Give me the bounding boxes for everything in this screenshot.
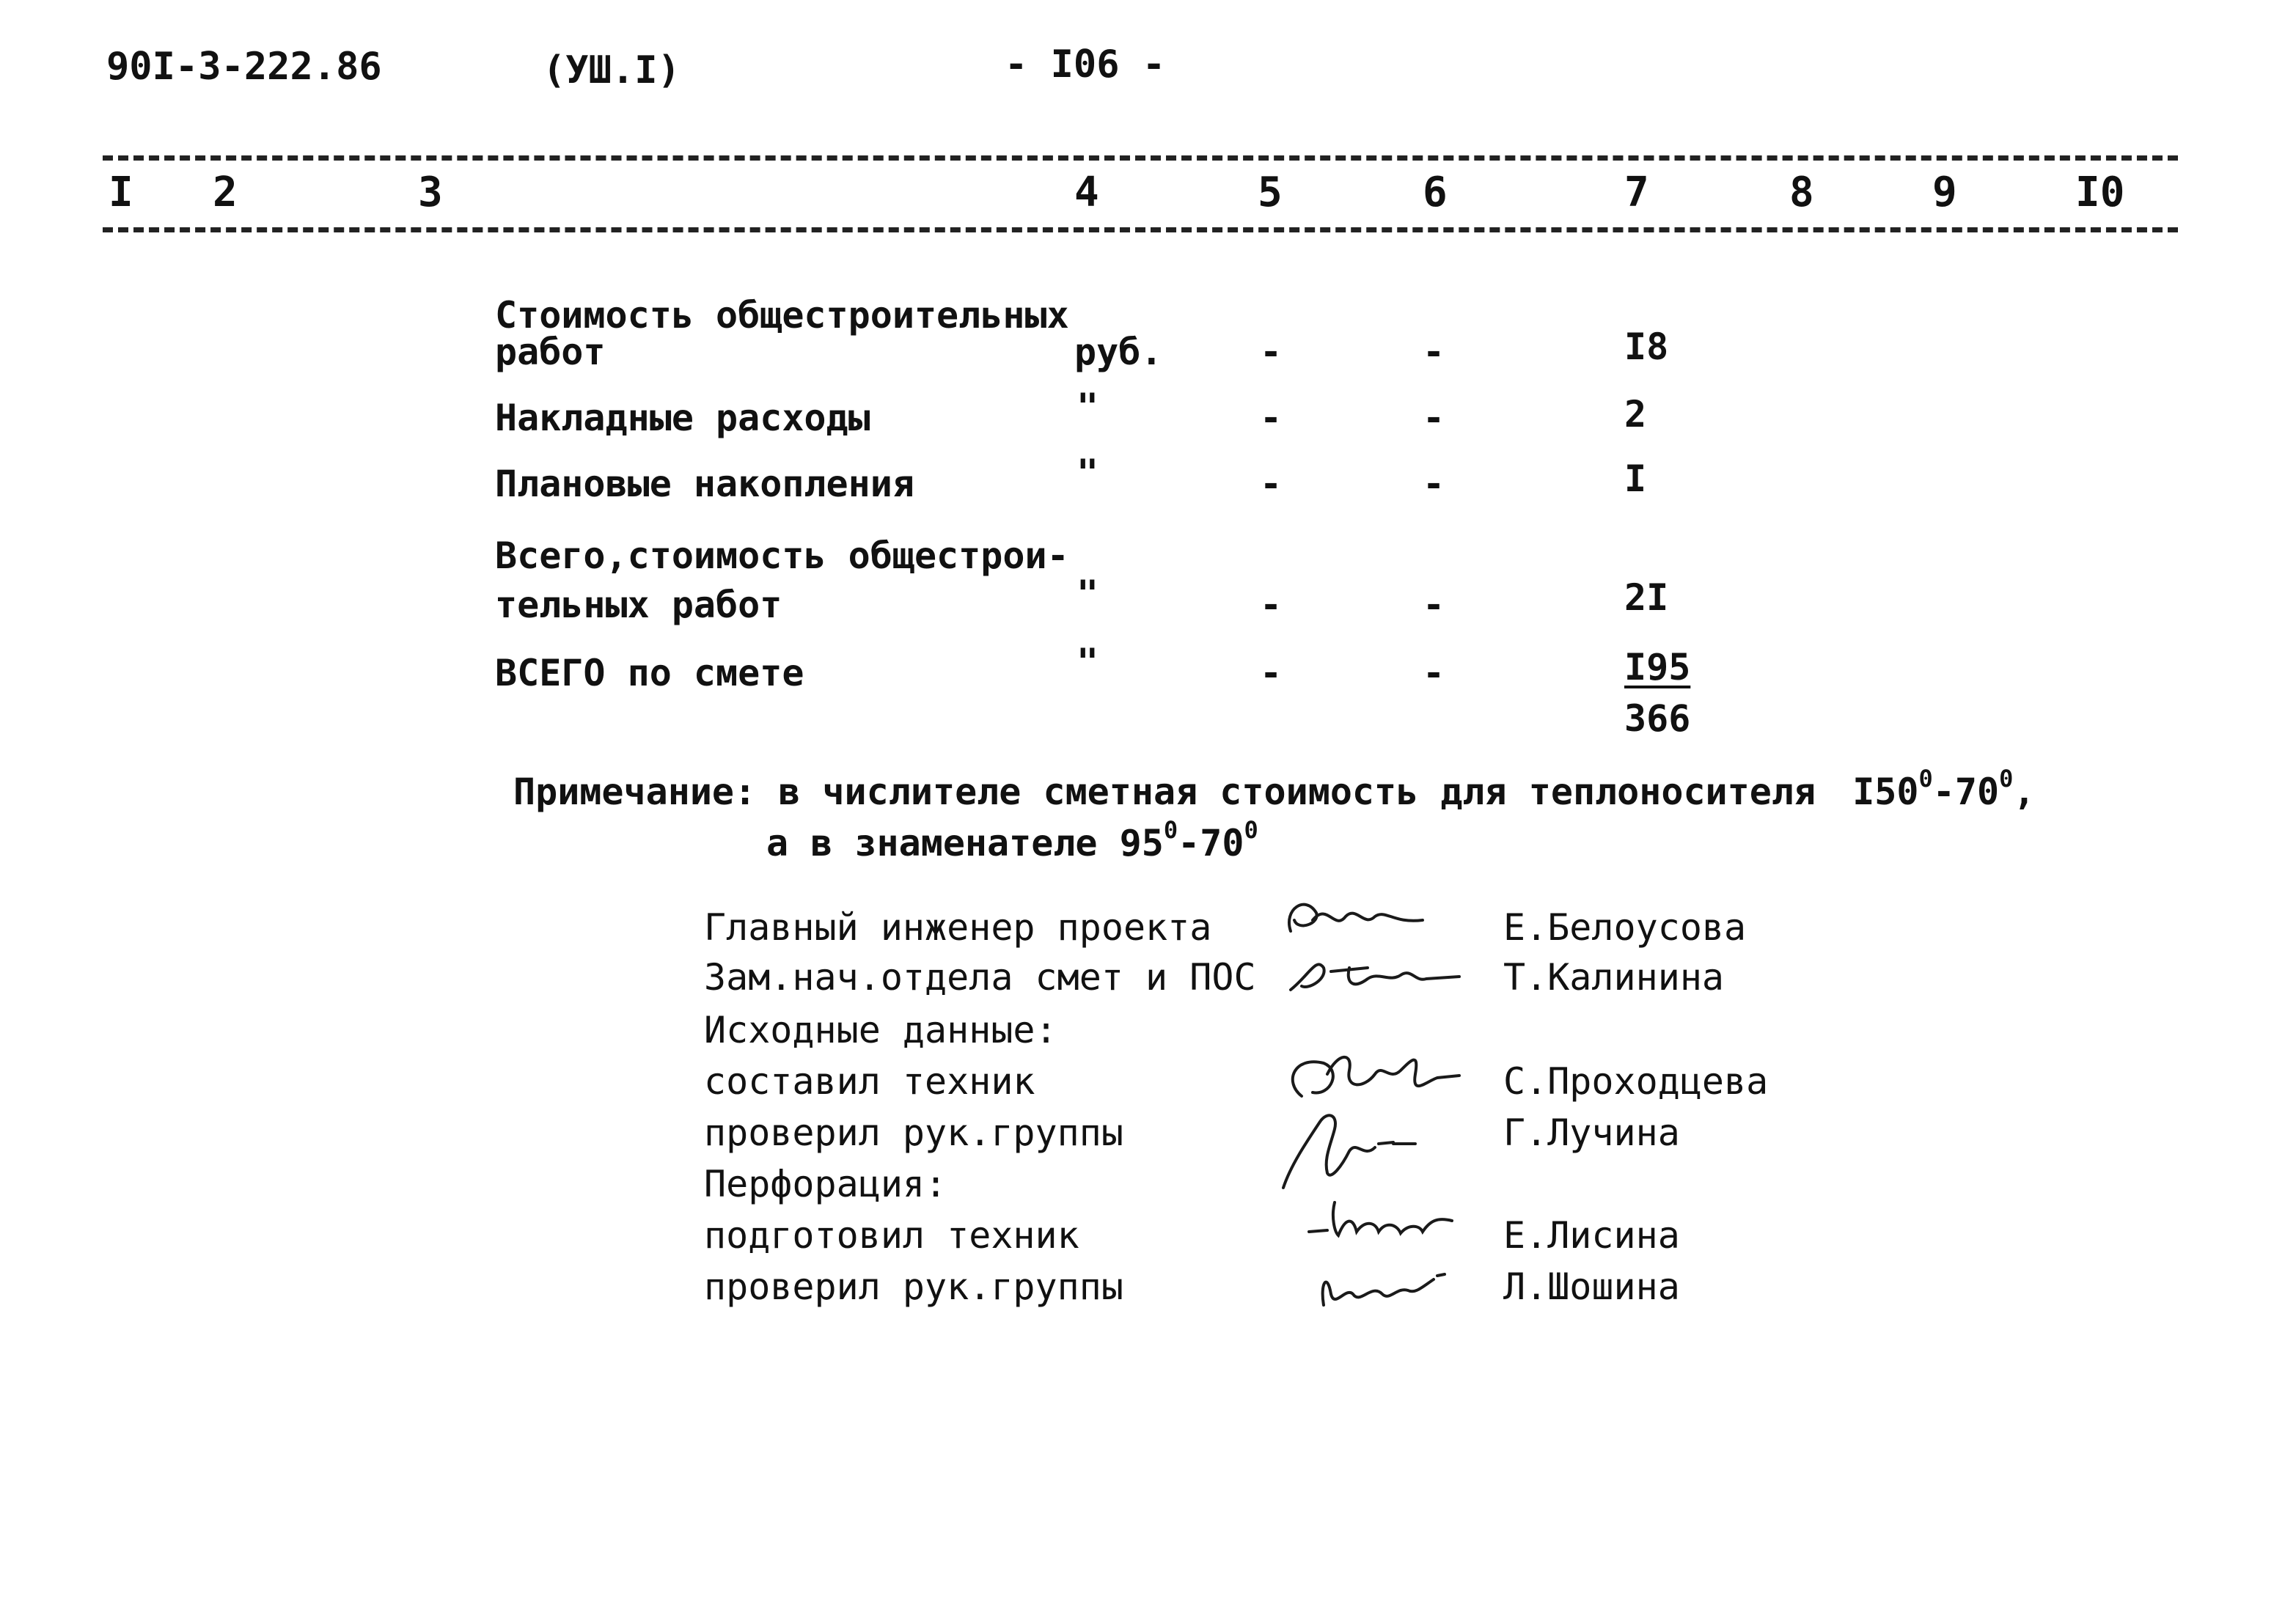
- column-number-10: I0: [2075, 169, 2125, 216]
- note-line-1: [513, 765, 2036, 813]
- column-number-4: 4: [1074, 169, 1099, 216]
- row-2-unit: ": [1077, 386, 1099, 428]
- signature-role-prepared-by: подготовил техник: [704, 1214, 1079, 1257]
- row-3-unit: ": [1077, 452, 1099, 494]
- row-3-col5: -: [1260, 463, 1283, 505]
- signatory-name-chief-engineer: Е.Белоусова: [1503, 906, 1747, 949]
- signatory-name-checked-by-2: Л.Шошина: [1503, 1265, 1680, 1308]
- signatory-name-prepared-by: Е.Лисина: [1503, 1214, 1680, 1257]
- note-degree-2: 0: [1999, 765, 2014, 793]
- column-header-bottom-rule: [103, 227, 2178, 232]
- row-4-unit: ": [1077, 573, 1099, 615]
- note-temp-supply: I50: [1852, 771, 1919, 813]
- row-3-name: Плановые накопления: [495, 463, 914, 505]
- row-1-col5: -: [1260, 331, 1283, 373]
- total-denominator: 366: [1624, 697, 1691, 740]
- note-line-1-end: ,: [2013, 771, 2036, 813]
- note-temp-return: -70: [1932, 771, 2000, 813]
- row-5-col6: -: [1423, 652, 1445, 694]
- row-2-name: Накладные расходы: [495, 397, 870, 439]
- column-number-9: 9: [1932, 169, 1957, 216]
- row-4-value: 2I: [1624, 576, 1669, 619]
- signatory-name-deputy-head: Т.Калинина: [1503, 956, 1725, 999]
- note-line-2-text: а в знаменателе: [766, 822, 1098, 864]
- note-degree-1: 0: [1918, 765, 1933, 793]
- note-alt-temp-supply: 95: [1119, 822, 1164, 864]
- row-1-value: I8: [1624, 326, 1669, 368]
- row-4-name-line-2: тельных работ: [495, 584, 782, 626]
- document-code: 90I-3-222.86: [106, 45, 382, 89]
- signature-section-perforation: Перфорация:: [704, 1163, 947, 1205]
- handwritten-signature-2: [1280, 946, 1470, 1004]
- row-2-col6: -: [1423, 397, 1445, 439]
- handwritten-signature-5: [1305, 1188, 1467, 1254]
- handwritten-signature-4: [1269, 1100, 1437, 1202]
- row-1-name-line-1: Стоимость общестроительных: [495, 294, 1069, 337]
- row-1-name-line-2: работ: [495, 331, 606, 373]
- section-code: (УШ.I): [543, 48, 681, 92]
- page-number: - I06 -: [1005, 43, 1166, 87]
- column-header-top-rule: [103, 155, 2178, 161]
- signature-role-compiled-by: составил техник: [704, 1060, 1035, 1103]
- column-number-5: 5: [1258, 169, 1283, 216]
- column-number-8: 8: [1789, 169, 1814, 216]
- total-numerator: I95: [1624, 646, 1691, 688]
- row-1-col6: -: [1423, 331, 1445, 373]
- column-number-6: 6: [1423, 169, 1448, 216]
- note-line-1-text: в числителе сметная стоимость для теплоносителя: [778, 771, 1816, 813]
- row-3-col6: -: [1423, 463, 1445, 505]
- signature-role-deputy-head: Зам.нач.отдела смет и ПОС: [704, 956, 1256, 999]
- signature-section-source-data: Исходные данные:: [704, 1009, 1057, 1051]
- handwritten-signature-6: [1313, 1254, 1459, 1320]
- note-line-2: [766, 816, 1258, 864]
- row-3-value: I: [1624, 458, 1647, 500]
- column-number-2: 2: [213, 169, 238, 216]
- signatory-name-compiled-by: С.Проходцева: [1503, 1060, 1769, 1103]
- signature-role-chief-engineer: Главный инженер проекта: [704, 906, 1212, 949]
- column-number-3: 3: [418, 169, 443, 216]
- column-number-1: I: [109, 169, 133, 216]
- signatory-name-checked-by-1: Г.Лучина: [1503, 1112, 1680, 1154]
- row-4-col5: -: [1260, 584, 1283, 626]
- row-5-unit: ": [1077, 641, 1099, 683]
- signature-role-checked-by-2: проверил рук.группы: [704, 1265, 1123, 1308]
- signature-role-checked-by-1: проверил рук.группы: [704, 1112, 1123, 1154]
- row-5-name: ВСЕГО по смете: [495, 652, 804, 694]
- row-4-name-line-1: Всего,стоимость общестрои-: [495, 534, 1069, 577]
- note-degree-4: 0: [1244, 816, 1258, 844]
- column-number-7: 7: [1624, 169, 1649, 216]
- note-alt-temp-return: -70: [1178, 822, 1244, 864]
- row-2-value: 2: [1624, 393, 1647, 436]
- row-5-col5: -: [1260, 652, 1283, 694]
- row-4-col6: -: [1423, 584, 1445, 626]
- note-label: Примечание:: [513, 771, 757, 813]
- handwritten-signature-1: [1276, 887, 1437, 953]
- note-degree-3: 0: [1163, 816, 1178, 844]
- row-1-unit: руб.: [1074, 331, 1163, 373]
- row-2-col5: -: [1260, 397, 1283, 439]
